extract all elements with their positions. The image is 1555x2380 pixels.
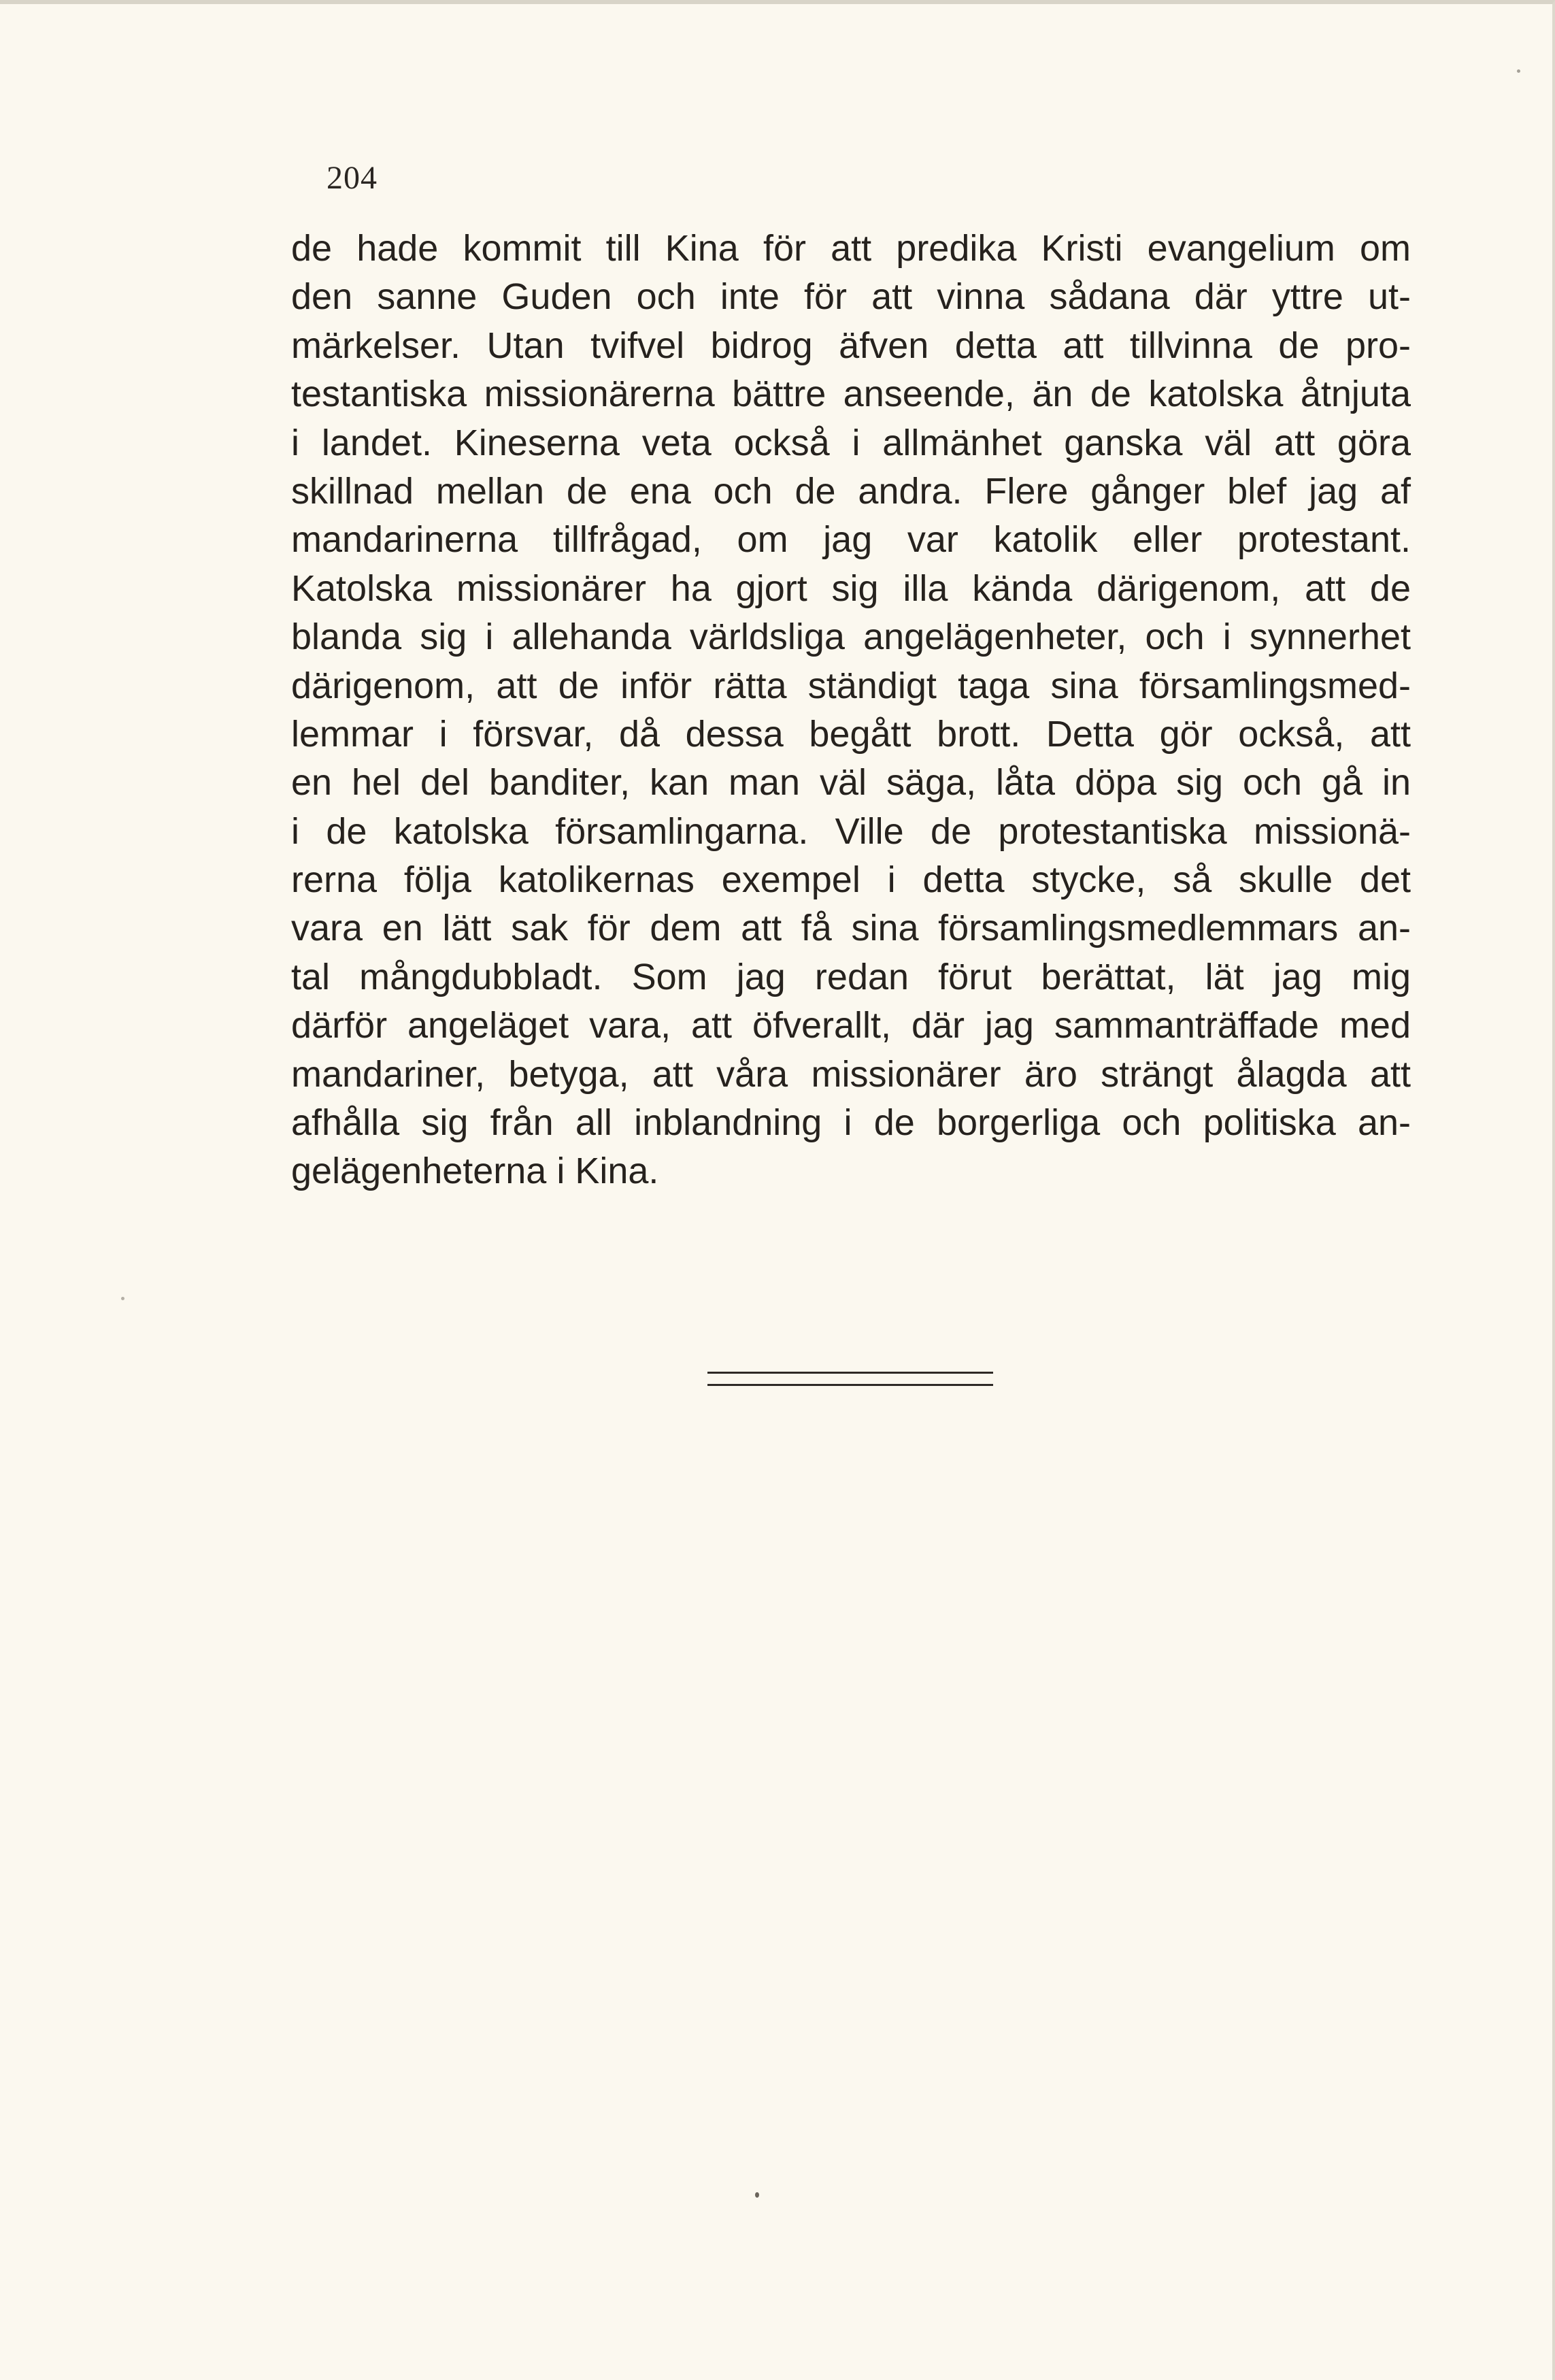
text-line: i de katolska församlingarna. Ville de protestantiska missionä- xyxy=(291,810,1411,852)
text-line: en hel del banditer, kan man väl säga, låta döpa sig och gå in xyxy=(291,762,1411,804)
text-line: testantiska missionärerna bättre anseende, än de katolska åtnjuta xyxy=(291,374,1411,415)
paper-speck xyxy=(1517,69,1520,73)
text-line: rerna följa katolikernas exempel i detta stycke, så skulle det xyxy=(291,859,1411,901)
text-line: därför angeläget vara, att öfverallt, där jag sammanträffade med xyxy=(291,1005,1411,1046)
text-line: Katolska missionärer ha gjort sig illa kända därigenom, att de xyxy=(291,567,1411,609)
text-line: mandariner, betyga, att våra missionärer äro strängt ålagda att xyxy=(291,1053,1411,1095)
text-line: skillnad mellan de ena och de andra. Flere gånger blef jag af xyxy=(291,470,1411,512)
paper-speck xyxy=(121,1297,124,1300)
text-line: vara en lätt sak för dem att få sina församlingsmedlemmars an- xyxy=(291,908,1411,949)
end-rule-top xyxy=(707,1372,993,1374)
text-line: blanda sig i allehanda världsliga angelägenheter, och i synnerhet xyxy=(291,616,1411,658)
text-line: märkelser. Utan tvifvel bidrog äfven detta att tillvinna de pro- xyxy=(291,325,1411,366)
text-line: tal mångdubbladt. Som jag redan förut berättat, lät jag mig xyxy=(291,956,1411,997)
text-line: de hade kommit till Kina för att predika Kristi evangelium om xyxy=(291,228,1411,269)
paper-speck xyxy=(755,2192,759,2198)
end-rule-bottom xyxy=(707,1384,993,1386)
text-line: lemmar i försvar, då dessa begått brott. Detta gör också, att xyxy=(291,713,1411,755)
text-line: i landet. Kineserna veta också i allmänhet ganska väl att göra xyxy=(291,422,1411,463)
text-line: därigenom, att de inför rätta ständigt taga sina församlingsmed- xyxy=(291,665,1411,706)
text-line: den sanne Guden och inte för att vinna sådana där yttre ut- xyxy=(291,276,1411,318)
body-paragraph xyxy=(291,225,1411,1196)
text-line: gelägenheterna i Kina. xyxy=(291,1151,659,1192)
page-number: 204 xyxy=(327,160,378,196)
text-line: afhålla sig från all inblandning i de borgerliga och politiska an- xyxy=(291,1102,1411,1144)
text-line: mandarinerna tillfrågad, om jag var katolik eller protestant. xyxy=(291,519,1411,561)
